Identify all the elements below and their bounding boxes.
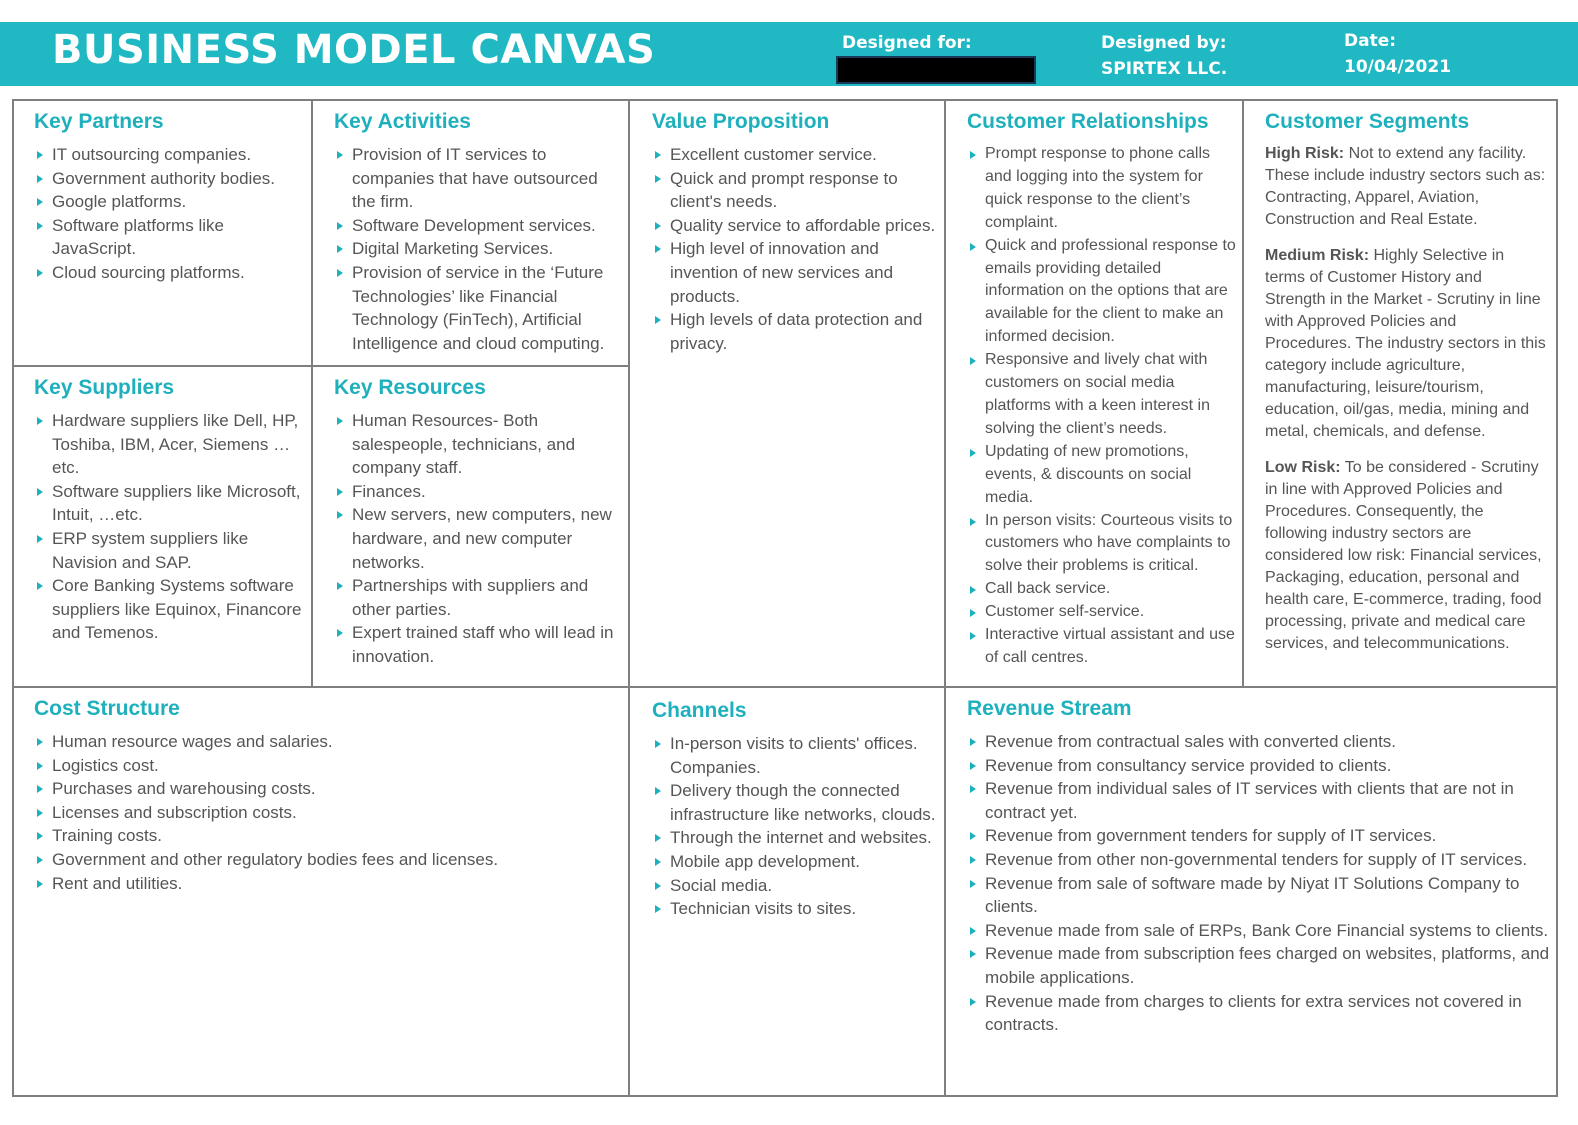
list-item: IT outsourcing companies. <box>34 143 307 167</box>
list-item: Customer self-service. <box>967 601 1238 624</box>
bullet-triangle-icon <box>970 927 976 935</box>
bullet-triangle-icon <box>970 586 976 594</box>
list-item: Revenue made from subscription fees charged on websites, platforms, and mobile applications. <box>967 942 1550 989</box>
list-item: Interactive virtual assistant and use of call centres. <box>967 624 1238 670</box>
key-resources-list <box>334 409 624 669</box>
cost-structure-title: Cost Structure <box>34 697 180 720</box>
bullet-triangle-icon <box>37 809 43 817</box>
bullet-triangle-icon <box>37 175 43 183</box>
revenue-stream-section <box>944 686 1558 1097</box>
bullet-triangle-icon <box>970 998 976 1006</box>
list-item: Quality service to affordable prices. <box>652 214 940 238</box>
list-item: High level of innovation and invention of new services and products. <box>652 237 940 308</box>
bullet-triangle-icon <box>655 787 661 795</box>
bullet-triangle-icon <box>37 880 43 888</box>
list-item: Google platforms. <box>34 190 307 214</box>
bullet-triangle-icon <box>655 316 661 324</box>
list-item: Software Development services. <box>334 214 624 238</box>
bullet-triangle-icon <box>37 582 43 590</box>
designed-for-label: Designed for: <box>842 33 972 53</box>
customer-relationships-title: Customer Relationships <box>967 110 1209 133</box>
key-suppliers-section <box>12 365 313 688</box>
key-partners-section <box>12 99 313 367</box>
list-item: New servers, new computers, new hardware, and new computer networks. <box>334 503 624 574</box>
medium-risk-label: Medium Risk: <box>1265 247 1370 264</box>
bullet-triangle-icon <box>37 832 43 840</box>
key-suppliers-list <box>34 409 307 645</box>
bullet-triangle-icon <box>337 245 343 253</box>
bullet-triangle-icon <box>970 785 976 793</box>
bullet-triangle-icon <box>37 762 43 770</box>
list-item: Revenue from other non-governmental tenders for supply of IT services. <box>967 848 1550 872</box>
list-item: ERP system suppliers like Navision and SAP. <box>34 527 307 574</box>
list-item: Call back service. <box>967 578 1238 601</box>
list-item: Software platforms like JavaScript. <box>34 214 307 261</box>
header-banner <box>0 22 1578 86</box>
list-item: Logistics cost. <box>34 754 624 778</box>
cost-structure-list <box>34 730 624 895</box>
cost-structure-section <box>12 686 630 1097</box>
bullet-triangle-icon <box>655 858 661 866</box>
key-resources-title: Key Resources <box>334 376 486 399</box>
revenue-stream-list <box>967 730 1550 1037</box>
designed-by-label: Designed by: <box>1101 33 1227 53</box>
bullet-triangle-icon <box>655 834 661 842</box>
value-proposition-section <box>628 99 946 688</box>
list-item: Purchases and warehousing costs. <box>34 777 624 801</box>
list-item: Revenue made from charges to clients for extra services not covered in contracts. <box>967 990 1550 1037</box>
customer-segments-section <box>1242 99 1558 688</box>
list-item: Revenue from government tenders for supply of IT services. <box>967 824 1550 848</box>
bullet-triangle-icon <box>337 269 343 277</box>
bullet-triangle-icon <box>337 582 343 590</box>
key-suppliers-title: Key Suppliers <box>34 376 175 399</box>
high-risk-label: High Risk: <box>1265 145 1345 162</box>
bullet-triangle-icon <box>37 198 43 206</box>
bullet-triangle-icon <box>970 243 976 251</box>
list-item: Finances. <box>334 480 624 504</box>
key-partners-title: Key Partners <box>34 110 164 133</box>
list-item: Prompt response to phone calls and logging into the system for quick response to the client’s complaint. <box>967 143 1238 235</box>
list-item: Revenue from individual sales of IT services with clients that are not in contract yet. <box>967 777 1550 824</box>
bullet-triangle-icon <box>970 880 976 888</box>
list-item: High levels of data protection and privacy. <box>652 308 940 355</box>
list-item: Human Resources- Both salespeople, technicians, and company staff. <box>334 409 624 480</box>
list-item: Rent and utilities. <box>34 872 624 896</box>
bullet-triangle-icon <box>970 632 976 640</box>
list-item: Revenue from contractual sales with converted clients. <box>967 730 1550 754</box>
bullet-triangle-icon <box>970 518 976 526</box>
list-item: Cloud sourcing platforms. <box>34 261 307 285</box>
bullet-triangle-icon <box>655 175 661 183</box>
list-item: Expert trained staff who will lead in innovation. <box>334 621 624 668</box>
bullet-triangle-icon <box>655 740 661 748</box>
bullet-triangle-icon <box>337 222 343 230</box>
bullet-triangle-icon <box>37 417 43 425</box>
list-item: Revenue made from sale of ERPs, Bank Core Financial systems to clients. <box>967 919 1550 943</box>
list-item: Partnerships with suppliers and other parties. <box>334 574 624 621</box>
channels-list <box>652 732 940 921</box>
designed-by-value: SPIRTEX LLC. <box>1101 59 1228 79</box>
key-activities-section <box>311 99 630 367</box>
bullet-triangle-icon <box>37 488 43 496</box>
bullet-triangle-icon <box>37 269 43 277</box>
date-label: Date: <box>1344 31 1397 51</box>
channels-section <box>628 686 946 1097</box>
list-item: Hardware suppliers like Dell, HP, Toshiba, IBM, Acer, Siemens …etc. <box>34 409 307 480</box>
canvas-title: BUSINESS MODEL CANVAS <box>52 27 656 73</box>
list-item: Responsive and lively chat with customers on social media platforms with a keen interest in solving the client’s needs. <box>967 349 1238 441</box>
date-value: 10/04/2021 <box>1344 57 1452 77</box>
bullet-triangle-icon <box>655 151 661 159</box>
bullet-triangle-icon <box>655 882 661 890</box>
bullet-triangle-icon <box>337 488 343 496</box>
customer-relationships-list <box>967 143 1238 670</box>
bullet-triangle-icon <box>655 222 661 230</box>
bullet-triangle-icon <box>655 905 661 913</box>
bullet-triangle-icon <box>970 832 976 840</box>
bullet-triangle-icon <box>337 417 343 425</box>
bullet-triangle-icon <box>970 762 976 770</box>
bullet-triangle-icon <box>37 738 43 746</box>
bullet-triangle-icon <box>970 738 976 746</box>
list-item: Provision of service in the ‘Future Technologies’ like Financial Technology (FinTech), Artificial Intelligence and cloud computing. <box>334 261 624 355</box>
revenue-stream-title: Revenue Stream <box>967 697 1132 720</box>
list-item: Updating of new promotions, events, & discounts on social media. <box>967 441 1238 510</box>
high-risk-paragraph: High Risk: Not to extend any facility. These include industry sectors such as: Contracting, Apparel, Aviation, Construction and Real Estate. <box>1265 145 1546 228</box>
list-item: Quick and professional response to emails providing detailed information on the options that are available for the client to make an informed decision. <box>967 235 1238 350</box>
key-activities-list <box>334 143 624 355</box>
list-item: Technician visits to sites. <box>652 897 940 921</box>
bullet-triangle-icon <box>37 535 43 543</box>
bullet-triangle-icon <box>970 357 976 365</box>
value-proposition-list <box>652 143 940 355</box>
bullet-triangle-icon <box>970 856 976 864</box>
bullet-triangle-icon <box>37 222 43 230</box>
value-proposition-title: Value Proposition <box>652 110 830 133</box>
bullet-triangle-icon <box>37 856 43 864</box>
list-item: Training costs. <box>34 824 624 848</box>
list-item: Revenue from sale of software made by Niyat IT Solutions Company to clients. <box>967 872 1550 919</box>
bullet-triangle-icon <box>970 609 976 617</box>
bullet-triangle-icon <box>655 245 661 253</box>
bullet-triangle-icon <box>37 151 43 159</box>
bullet-triangle-icon <box>337 151 343 159</box>
key-resources-section <box>311 365 630 688</box>
list-item: Mobile app development. <box>652 850 940 874</box>
low-risk-paragraph: Low Risk: To be considered - Scrutiny in line with Approved Policies and Procedures. Consequently, the following industry sectors are considered low risk: Financial services, Packaging, education, personal and health care, E-commerce, trading, food processing, private and medical care services, and telecommunications. <box>1265 459 1542 652</box>
list-item: In person visits: Courteous visits to customers who have complaints to solve their problems is critical. <box>967 510 1238 579</box>
list-item: Human resource wages and salaries. <box>34 730 624 754</box>
list-item: Government authority bodies. <box>34 167 307 191</box>
channels-title: Channels <box>652 699 747 722</box>
bullet-triangle-icon <box>37 785 43 793</box>
bullet-triangle-icon <box>337 511 343 519</box>
medium-risk-paragraph: Medium Risk: Highly Selective in terms of Customer History and Strength in the Market - Scrutiny in line with Approved Policies and Procedures. The industry sectors in this category include agriculture, manufacturing, leisure/tourism, education, oil/gas, media, mining and metal, chemicals, and defense. <box>1265 247 1546 440</box>
list-item: Through the internet and websites. <box>652 826 940 850</box>
customer-relationships-section <box>944 99 1244 688</box>
list-item: Social media. <box>652 874 940 898</box>
bullet-triangle-icon <box>970 151 976 159</box>
low-risk-label: Low Risk: <box>1265 459 1341 476</box>
list-item: Licenses and subscription costs. <box>34 801 624 825</box>
list-item: In-person visits to clients' offices. Companies. <box>652 732 940 779</box>
list-item: Excellent customer service. <box>652 143 940 167</box>
key-activities-title: Key Activities <box>334 110 471 133</box>
key-partners-list <box>34 143 307 285</box>
list-item: Software suppliers like Microsoft, Intuit, …etc. <box>34 480 307 527</box>
bullet-triangle-icon <box>970 449 976 457</box>
bullet-triangle-icon <box>970 950 976 958</box>
customer-segments-title: Customer Segments <box>1265 110 1470 133</box>
list-item: Revenue from consultancy service provided to clients. <box>967 754 1550 778</box>
list-item: Digital Marketing Services. <box>334 237 624 261</box>
list-item: Provision of IT services to companies that have outsourced the firm. <box>334 143 624 214</box>
list-item: Quick and prompt response to client's needs. <box>652 167 940 214</box>
list-item: Core Banking Systems software suppliers like Equinox, Financore and Temenos. <box>34 574 307 645</box>
list-item: Government and other regulatory bodies fees and licenses. <box>34 848 624 872</box>
redacted-client-name <box>836 56 1036 84</box>
list-item: Delivery though the connected infrastructure like networks, clouds. <box>652 779 940 826</box>
bullet-triangle-icon <box>337 629 343 637</box>
